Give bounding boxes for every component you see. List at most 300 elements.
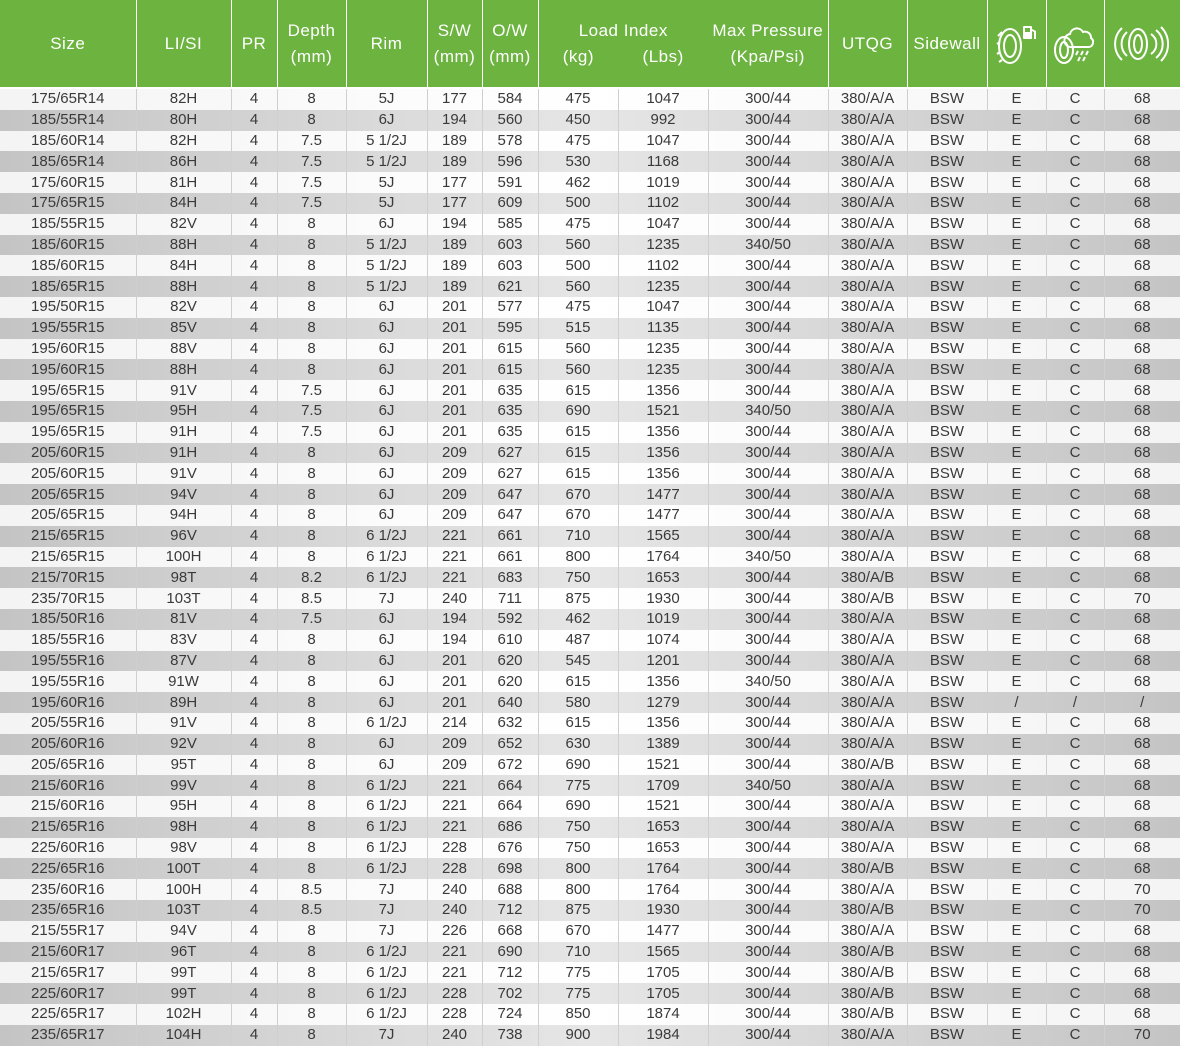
ow-cell: 560 bbox=[482, 110, 538, 131]
sw-cell: 177 bbox=[427, 88, 482, 110]
noise-db-cell: 68 bbox=[1133, 360, 1151, 378]
li-si-header: LI/SI bbox=[136, 0, 231, 88]
ow-cell: 686 bbox=[482, 817, 538, 838]
ow-cell: 647 bbox=[482, 484, 538, 505]
pr-cell: 4 bbox=[231, 1004, 277, 1025]
sidewall-cell: BSW bbox=[907, 401, 987, 422]
depth-cell: 8 bbox=[277, 88, 346, 110]
li-si-cell: 98V bbox=[136, 838, 231, 859]
wet-grip-rating-cell: C bbox=[1046, 193, 1104, 214]
ow-cell: 603 bbox=[482, 235, 538, 256]
li-si-cell: 88H bbox=[136, 235, 231, 256]
rim-cell: 5J bbox=[346, 193, 427, 214]
ow-cell: 632 bbox=[482, 713, 538, 734]
load-lbs-cell: 1653 bbox=[618, 817, 708, 838]
pr-cell: 4 bbox=[231, 235, 277, 256]
load-lbs-cell: 1356 bbox=[618, 463, 708, 484]
sw-cell: 221 bbox=[427, 796, 482, 817]
pr-cell: 4 bbox=[231, 172, 277, 193]
load-lbs-cell: 1653 bbox=[618, 838, 708, 859]
sw-cell: 177 bbox=[427, 172, 482, 193]
noise-icon bbox=[1104, 0, 1180, 88]
sw-cell: 240 bbox=[427, 1025, 482, 1046]
size-cell: 235/65R16 bbox=[0, 900, 136, 921]
wet-grip-rating-cell: C bbox=[1046, 110, 1104, 131]
rim-cell: 6 1/2J bbox=[346, 942, 427, 963]
size-cell: 195/65R15 bbox=[0, 380, 136, 401]
table-row bbox=[0, 651, 1180, 672]
table-row bbox=[0, 318, 1180, 339]
wet-grip-rating-cell: C bbox=[1046, 443, 1104, 464]
max-pressure-header bbox=[708, 0, 828, 88]
li-si-cell: 102H bbox=[136, 1004, 231, 1025]
li-si-cell: 99V bbox=[136, 775, 231, 796]
depth-cell: 8 bbox=[277, 630, 346, 651]
li-si-cell: 91V bbox=[136, 713, 231, 734]
rim-cell: 5 1/2J bbox=[346, 151, 427, 172]
sw-cell: 201 bbox=[427, 651, 482, 672]
load-kg-cell: 615 bbox=[538, 422, 618, 443]
wet-grip-rating-cell: C bbox=[1046, 588, 1104, 609]
utqg-cell: 380/A/A bbox=[828, 879, 907, 900]
table-row bbox=[0, 255, 1180, 276]
utqg-cell: 380/A/A bbox=[828, 339, 907, 360]
wet-grip-rating-cell: C bbox=[1046, 505, 1104, 526]
utqg-cell: 380/A/A bbox=[828, 276, 907, 297]
pr-cell: 4 bbox=[231, 567, 277, 588]
max-pressure-cell: 300/44 bbox=[708, 463, 828, 484]
depth-cell: 8 bbox=[277, 214, 346, 235]
utqg-cell: 380/A/A bbox=[828, 297, 907, 318]
wet-grip-icon bbox=[1046, 0, 1104, 88]
noise-db-cell: 68 bbox=[1133, 443, 1151, 461]
depth-cell: 8 bbox=[277, 983, 346, 1004]
depth-cell: 8 bbox=[277, 734, 346, 755]
table-row bbox=[0, 692, 1180, 713]
utqg-cell: 380/A/A bbox=[828, 651, 907, 672]
size-cell: 225/65R17 bbox=[0, 1004, 136, 1025]
table-row bbox=[0, 775, 1180, 796]
max-pressure-cell: 340/50 bbox=[708, 235, 828, 256]
li-si-cell: 80H bbox=[136, 110, 231, 131]
pr-cell: 4 bbox=[231, 962, 277, 983]
utqg-cell: 380/A/A bbox=[828, 547, 907, 568]
size-cell: 185/65R15 bbox=[0, 276, 136, 297]
noise-db-cell: 68 bbox=[1133, 714, 1151, 732]
sw-cell: 240 bbox=[427, 900, 482, 921]
depth-cell: 7.5 bbox=[277, 172, 346, 193]
noise-db-cell: 68 bbox=[1133, 319, 1151, 337]
ow-cell: 615 bbox=[482, 339, 538, 360]
load-lbs-cell: 1764 bbox=[618, 879, 708, 900]
pr-cell: 4 bbox=[231, 131, 277, 152]
table-row bbox=[0, 214, 1180, 235]
load-kg-cell: 670 bbox=[538, 505, 618, 526]
load-lbs-cell: 1477 bbox=[618, 921, 708, 942]
max-pressure-cell: 300/44 bbox=[708, 359, 828, 380]
fuel-rating-cell: E bbox=[987, 567, 1046, 588]
noise-db-cell: 68 bbox=[1133, 131, 1151, 149]
fuel-rating-cell: E bbox=[987, 484, 1046, 505]
noise-db-cell: 70 bbox=[1133, 880, 1151, 898]
wet-grip-rating-cell: C bbox=[1046, 942, 1104, 963]
depth-cell: 8 bbox=[277, 755, 346, 776]
pr-cell: 4 bbox=[231, 276, 277, 297]
depth-cell: 8 bbox=[277, 858, 346, 879]
rim-cell: 6 1/2J bbox=[346, 775, 427, 796]
load-kg-cell: 750 bbox=[538, 567, 618, 588]
sw-cell: 189 bbox=[427, 151, 482, 172]
max-pressure-cell: 300/44 bbox=[708, 796, 828, 817]
table-row bbox=[0, 858, 1180, 879]
pr-cell: 4 bbox=[231, 983, 277, 1004]
rim-cell: 6J bbox=[346, 422, 427, 443]
fuel-rating-cell: E bbox=[987, 172, 1046, 193]
sw-cell: 214 bbox=[427, 713, 482, 734]
rim-cell: 6 1/2J bbox=[346, 858, 427, 879]
wet-grip-rating-cell: C bbox=[1046, 1025, 1104, 1046]
fuel-rating-cell: E bbox=[987, 962, 1046, 983]
size-cell: 225/60R16 bbox=[0, 838, 136, 859]
max-pressure-cell: 300/44 bbox=[708, 651, 828, 672]
pr-cell: 4 bbox=[231, 609, 277, 630]
sw-cell: 189 bbox=[427, 235, 482, 256]
rim-cell: 6 1/2J bbox=[346, 838, 427, 859]
fuel-rating-cell: E bbox=[987, 276, 1046, 297]
load-lbs-cell: 1047 bbox=[618, 297, 708, 318]
load-lbs-cell: 1135 bbox=[618, 318, 708, 339]
utqg-cell: 380/A/B bbox=[828, 858, 907, 879]
li-si-cell: 84H bbox=[136, 255, 231, 276]
depth-cell: 8.5 bbox=[277, 879, 346, 900]
depth-cell: 8 bbox=[277, 443, 346, 464]
sidewall-cell: BSW bbox=[907, 526, 987, 547]
depth-cell: 8 bbox=[277, 297, 346, 318]
li-si-cell: 81V bbox=[136, 609, 231, 630]
max-pressure-cell: 340/50 bbox=[708, 671, 828, 692]
table-row bbox=[0, 671, 1180, 692]
wet-grip-rating-cell: C bbox=[1046, 235, 1104, 256]
load-kg-cell: 775 bbox=[538, 962, 618, 983]
depth-cell: 8 bbox=[277, 318, 346, 339]
pr-cell: 4 bbox=[231, 380, 277, 401]
size-cell: 215/60R17 bbox=[0, 942, 136, 963]
wet-grip-rating-cell: C bbox=[1046, 339, 1104, 360]
wet-grip-rating-cell: C bbox=[1046, 962, 1104, 983]
noise-db-cell: 68 bbox=[1133, 277, 1151, 295]
utqg-cell: 380/A/A bbox=[828, 692, 907, 713]
ow-cell: 603 bbox=[482, 255, 538, 276]
sidewall-cell: BSW bbox=[907, 172, 987, 193]
max-pressure-cell: 300/44 bbox=[708, 692, 828, 713]
li-si-cell: 92V bbox=[136, 734, 231, 755]
sw-cell: 228 bbox=[427, 838, 482, 859]
sw-cell: 201 bbox=[427, 671, 482, 692]
pr-cell: 4 bbox=[231, 630, 277, 651]
ow-header-label: O/W bbox=[492, 20, 528, 40]
noise-db-cell: / bbox=[1140, 693, 1145, 711]
fuel-rating-cell: E bbox=[987, 796, 1046, 817]
rim-cell: 6 1/2J bbox=[346, 796, 427, 817]
noise-db-cell: 70 bbox=[1133, 589, 1151, 607]
max-pressure-cell: 300/44 bbox=[708, 505, 828, 526]
noise-db-cell: 68 bbox=[1133, 672, 1151, 690]
sw-cell: 221 bbox=[427, 547, 482, 568]
load-lbs-cell: 1709 bbox=[618, 775, 708, 796]
rim-cell: 6J bbox=[346, 443, 427, 464]
sidewall-cell: BSW bbox=[907, 630, 987, 651]
wet-grip-rating-cell: C bbox=[1046, 380, 1104, 401]
table-row bbox=[0, 547, 1180, 568]
utqg-cell: 380/A/A bbox=[828, 505, 907, 526]
utqg-cell: 380/A/A bbox=[828, 255, 907, 276]
utqg-cell: 380/A/A bbox=[828, 172, 907, 193]
pr-cell: 4 bbox=[231, 297, 277, 318]
load-kg-cell: 475 bbox=[538, 88, 618, 110]
load-kg-cell: 710 bbox=[538, 942, 618, 963]
wet-grip-rating-cell: C bbox=[1046, 567, 1104, 588]
wet-grip-rating-cell: C bbox=[1046, 401, 1104, 422]
ow-header bbox=[482, 0, 538, 88]
ow-cell: 676 bbox=[482, 838, 538, 859]
pr-cell: 4 bbox=[231, 879, 277, 900]
max-pressure-cell: 300/44 bbox=[708, 900, 828, 921]
load-lbs-cell: 1019 bbox=[618, 172, 708, 193]
load-lbs-cell: 1653 bbox=[618, 567, 708, 588]
ow-header-unit: (mm) bbox=[489, 46, 531, 66]
wet-grip-rating-cell: C bbox=[1046, 713, 1104, 734]
noise-db-cell: 68 bbox=[1133, 735, 1151, 753]
table-row bbox=[0, 526, 1180, 547]
utqg-cell: 380/A/A bbox=[828, 88, 907, 110]
max-pressure-cell: 300/44 bbox=[708, 339, 828, 360]
load-lbs-cell: 1521 bbox=[618, 796, 708, 817]
table-row bbox=[0, 443, 1180, 464]
load-lbs-cell: 1565 bbox=[618, 942, 708, 963]
utqg-cell: 380/A/B bbox=[828, 1004, 907, 1025]
rim-cell: 6J bbox=[346, 734, 427, 755]
depth-cell: 8.5 bbox=[277, 900, 346, 921]
table-row bbox=[0, 630, 1180, 651]
rim-cell: 6J bbox=[346, 651, 427, 672]
depth-cell: 7.5 bbox=[277, 422, 346, 443]
wet-grip-rating-cell: C bbox=[1046, 983, 1104, 1004]
rim-cell: 6J bbox=[346, 359, 427, 380]
ow-cell: 610 bbox=[482, 630, 538, 651]
sidewall-cell: BSW bbox=[907, 921, 987, 942]
table-row bbox=[0, 235, 1180, 256]
fuel-rating-cell: E bbox=[987, 1025, 1046, 1046]
size-cell: 215/70R15 bbox=[0, 567, 136, 588]
rim-cell: 6 1/2J bbox=[346, 547, 427, 568]
load-kg-cell: 615 bbox=[538, 713, 618, 734]
pr-cell: 4 bbox=[231, 526, 277, 547]
load-kg-cell: 875 bbox=[538, 588, 618, 609]
size-cell: 175/60R15 bbox=[0, 172, 136, 193]
utqg-cell: 380/A/B bbox=[828, 983, 907, 1004]
ow-cell: 620 bbox=[482, 651, 538, 672]
size-cell: 215/65R17 bbox=[0, 962, 136, 983]
load-lbs-cell: 1477 bbox=[618, 505, 708, 526]
max-pressure-cell: 300/44 bbox=[708, 318, 828, 339]
sidewall-cell: BSW bbox=[907, 463, 987, 484]
noise-db-cell: 68 bbox=[1133, 235, 1151, 253]
depth-cell: 8 bbox=[277, 526, 346, 547]
ow-cell: 664 bbox=[482, 775, 538, 796]
sw-cell: 194 bbox=[427, 630, 482, 651]
li-si-cell: 82H bbox=[136, 131, 231, 152]
size-cell: 185/65R14 bbox=[0, 151, 136, 172]
fuel-rating-cell: E bbox=[987, 193, 1046, 214]
li-si-cell: 91W bbox=[136, 671, 231, 692]
rim-cell: 6 1/2J bbox=[346, 1004, 427, 1025]
rim-cell: 6J bbox=[346, 484, 427, 505]
noise-db-cell: 68 bbox=[1133, 943, 1151, 961]
fuel-rating-cell: E bbox=[987, 651, 1046, 672]
table-row bbox=[0, 505, 1180, 526]
load-kg-cell: 580 bbox=[538, 692, 618, 713]
table-row bbox=[0, 359, 1180, 380]
fuel-rating-cell: E bbox=[987, 255, 1046, 276]
load-kg-cell: 670 bbox=[538, 484, 618, 505]
table-row bbox=[0, 110, 1180, 131]
sidewall-cell: BSW bbox=[907, 1004, 987, 1025]
noise-db-cell: 68 bbox=[1133, 256, 1151, 274]
rim-cell: 5 1/2J bbox=[346, 276, 427, 297]
ow-cell: 591 bbox=[482, 172, 538, 193]
fuel-rating-cell: E bbox=[987, 151, 1046, 172]
pr-cell: 4 bbox=[231, 921, 277, 942]
load-lbs-cell: 1356 bbox=[618, 380, 708, 401]
wet-grip-rating-cell: C bbox=[1046, 838, 1104, 859]
wet-grip-rating-cell: C bbox=[1046, 484, 1104, 505]
fuel-rating-cell: E bbox=[987, 505, 1046, 526]
load-kg-cell: 690 bbox=[538, 796, 618, 817]
load-kg-cell: 630 bbox=[538, 734, 618, 755]
utqg-cell: 380/A/A bbox=[828, 713, 907, 734]
sidewall-cell: BSW bbox=[907, 817, 987, 838]
table-row bbox=[0, 131, 1180, 152]
fuel-rating-cell: E bbox=[987, 463, 1046, 484]
load-kg-cell: 615 bbox=[538, 380, 618, 401]
max-pressure-cell: 300/44 bbox=[708, 88, 828, 110]
wet-grip-rating-cell: / bbox=[1046, 692, 1104, 713]
wet-grip-rating-cell: C bbox=[1046, 276, 1104, 297]
table-row bbox=[0, 193, 1180, 214]
sw-cell: 201 bbox=[427, 297, 482, 318]
sw-cell: 221 bbox=[427, 567, 482, 588]
rim-cell: 7J bbox=[346, 900, 427, 921]
sw-cell: 228 bbox=[427, 858, 482, 879]
wet-grip-rating-cell: C bbox=[1046, 1004, 1104, 1025]
fuel-rating-cell: E bbox=[987, 588, 1046, 609]
ow-cell: 661 bbox=[482, 526, 538, 547]
pr-cell: 4 bbox=[231, 796, 277, 817]
table-row bbox=[0, 463, 1180, 484]
pr-cell: 4 bbox=[231, 547, 277, 568]
wet-grip-rating-cell: C bbox=[1046, 214, 1104, 235]
load-lbs-cell: 1168 bbox=[618, 151, 708, 172]
pr-cell: 4 bbox=[231, 484, 277, 505]
max-pressure-cell: 300/44 bbox=[708, 526, 828, 547]
utqg-cell: 380/A/A bbox=[828, 359, 907, 380]
sw-cell: 209 bbox=[427, 755, 482, 776]
sidewall-cell: BSW bbox=[907, 942, 987, 963]
depth-cell: 8 bbox=[277, 1025, 346, 1046]
wet-grip-rating-cell: C bbox=[1046, 609, 1104, 630]
sidewall-cell: BSW bbox=[907, 651, 987, 672]
depth-cell: 8.5 bbox=[277, 588, 346, 609]
li-si-cell: 96T bbox=[136, 942, 231, 963]
fuel-rating-cell: E bbox=[987, 443, 1046, 464]
sw-cell: 201 bbox=[427, 339, 482, 360]
sw-cell: 201 bbox=[427, 318, 482, 339]
load-lbs-cell: 1047 bbox=[618, 131, 708, 152]
load-kg-cell: 560 bbox=[538, 276, 618, 297]
pr-cell: 4 bbox=[231, 88, 277, 110]
depth-cell: 8 bbox=[277, 671, 346, 692]
noise-db-cell: 68 bbox=[1133, 215, 1151, 233]
li-si-cell: 103T bbox=[136, 900, 231, 921]
rim-cell: 5J bbox=[346, 88, 427, 110]
ow-cell: 596 bbox=[482, 151, 538, 172]
load-lbs-cell: 1930 bbox=[618, 588, 708, 609]
ow-cell: 712 bbox=[482, 962, 538, 983]
fuel-rating-cell: E bbox=[987, 838, 1046, 859]
table-row bbox=[0, 339, 1180, 360]
fuel-rating-cell: E bbox=[987, 630, 1046, 651]
li-si-cell: 83V bbox=[136, 630, 231, 651]
sw-cell: 240 bbox=[427, 879, 482, 900]
load-lbs-cell: 1477 bbox=[618, 484, 708, 505]
load-lbs-cell: 1356 bbox=[618, 443, 708, 464]
pr-cell: 4 bbox=[231, 817, 277, 838]
rim-cell: 6J bbox=[346, 671, 427, 692]
table-header bbox=[0, 0, 1180, 88]
rim-cell: 5 1/2J bbox=[346, 131, 427, 152]
wet-grip-rating-cell: C bbox=[1046, 359, 1104, 380]
sw-cell: 201 bbox=[427, 692, 482, 713]
load-lbs-cell: 1356 bbox=[618, 422, 708, 443]
utqg-cell: 380/A/A bbox=[828, 318, 907, 339]
sidewall-cell: BSW bbox=[907, 775, 987, 796]
utqg-cell: 380/A/A bbox=[828, 401, 907, 422]
depth-cell: 7.5 bbox=[277, 131, 346, 152]
depth-cell: 8 bbox=[277, 692, 346, 713]
sw-cell: 201 bbox=[427, 422, 482, 443]
max-pressure-cell: 300/44 bbox=[708, 921, 828, 942]
depth-cell: 8 bbox=[277, 255, 346, 276]
fuel-rating-cell: E bbox=[987, 401, 1046, 422]
utqg-cell: 380/A/A bbox=[828, 484, 907, 505]
rim-cell: 6 1/2J bbox=[346, 983, 427, 1004]
max-pressure-cell: 300/44 bbox=[708, 255, 828, 276]
li-si-cell: 91V bbox=[136, 380, 231, 401]
table-body bbox=[0, 88, 1180, 1046]
fuel-rating-cell: E bbox=[987, 734, 1046, 755]
size-cell: 225/65R16 bbox=[0, 858, 136, 879]
load-index-label: Load Index bbox=[578, 20, 668, 40]
load-kg-cell: 475 bbox=[538, 214, 618, 235]
size-cell: 185/55R14 bbox=[0, 110, 136, 131]
sw-cell: 201 bbox=[427, 401, 482, 422]
ow-cell: 620 bbox=[482, 671, 538, 692]
rim-cell: 6J bbox=[346, 505, 427, 526]
size-cell: 235/70R15 bbox=[0, 588, 136, 609]
sw-cell: 189 bbox=[427, 255, 482, 276]
max-pressure-cell: 300/44 bbox=[708, 879, 828, 900]
sw-cell: 228 bbox=[427, 983, 482, 1004]
